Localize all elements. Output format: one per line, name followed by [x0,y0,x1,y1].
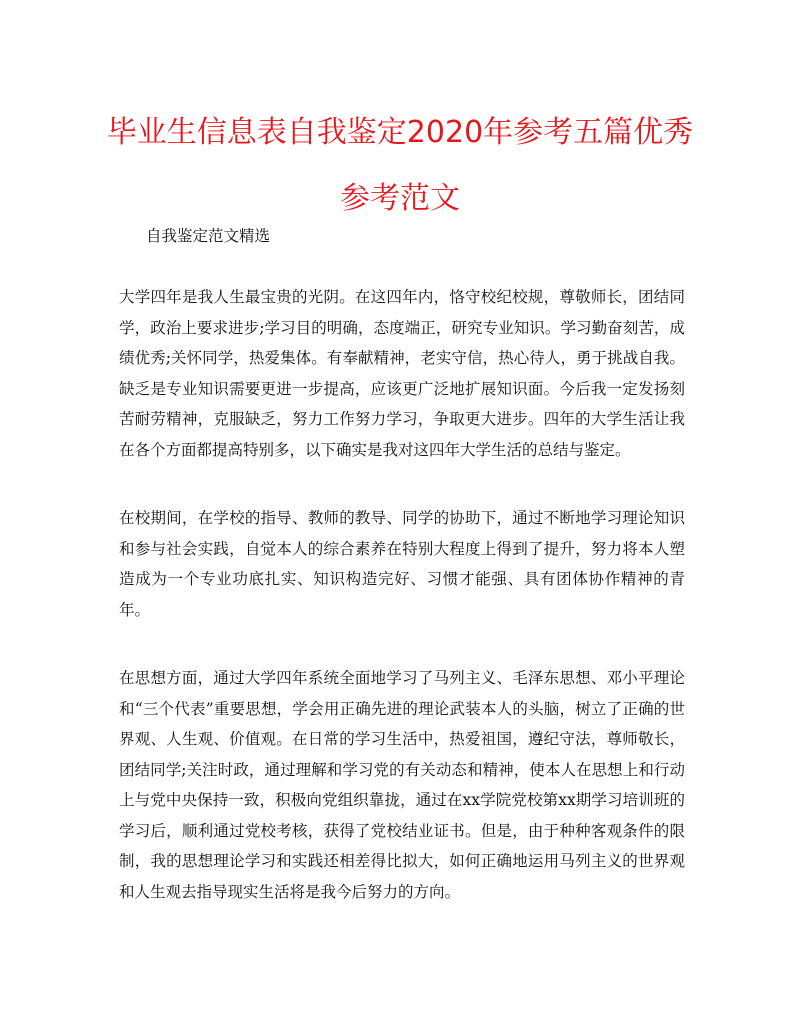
paragraph: 在校期间，在学校的指导、教师的教导、同学的协助下，通过不断地学习理论知识和参与社会实践，自觉本人的综合素养在特别大程度上得到了提升，努力将本人塑造成为一个专业功底扎实、知识构造完好、习惯才能强、具有团体协作精神的青年。 [119,509,685,619]
paragraph: 在思想方面，通过大学四年系统全面地学习了马列主义、毛泽东思想、邓小平理论和“三个代表”重要思想，学会用正确先进的理论武装本人的头脑，树立了正确的世界观、人生观、价值观。在日常的学习生活中，热爱祖国，遵纪守法，尊师敬长，团结同学;关注时政，通过理解和学习党的有关动态和精神，使本人在思想上和行动上与党中央保持一致，积极向党组织靠拢，通过在xx学院党校第xx期学习培训班的学习后，顺利通过党校考核，获得了党校结业证书。但是，由于种种客观条件的限制，我的思想理论学习和实践还相差得比拟大，如何正确地运用马列主义的世界观和人生观去指导现实生活将是我今后努力的方向。 [119,669,685,901]
document-subtitle: 自我鉴定范文精选 [146,227,271,245]
paragraph: 大学四年是我人生最宝贵的光阴。在这四年内，恪守校纪校规，尊敬师长，团结同学，政治上要求进步;学习目的明确，态度端正，研究专业知识。学习勤奋刻苦，成绩优秀;关怀同学，热爱集体。有奉献精神，老实守信，热心待人，勇于挑战自我。缺乏是专业知识需要更进一步提高，应该更广泛地扩展知识面。今后我一定发扬刻苦耐劳精神，克服缺乏，努力工作努力学习，争取更大进步。四年的大学生活让我在各个方面都提高特别多，以下确实是我对这四年大学生活的总结与鉴定。 [119,288,685,459]
document-body [119,282,685,945]
document-title: 毕业生信息表自我鉴定2020年参考五篇优秀参考范文 [106,115,694,216]
